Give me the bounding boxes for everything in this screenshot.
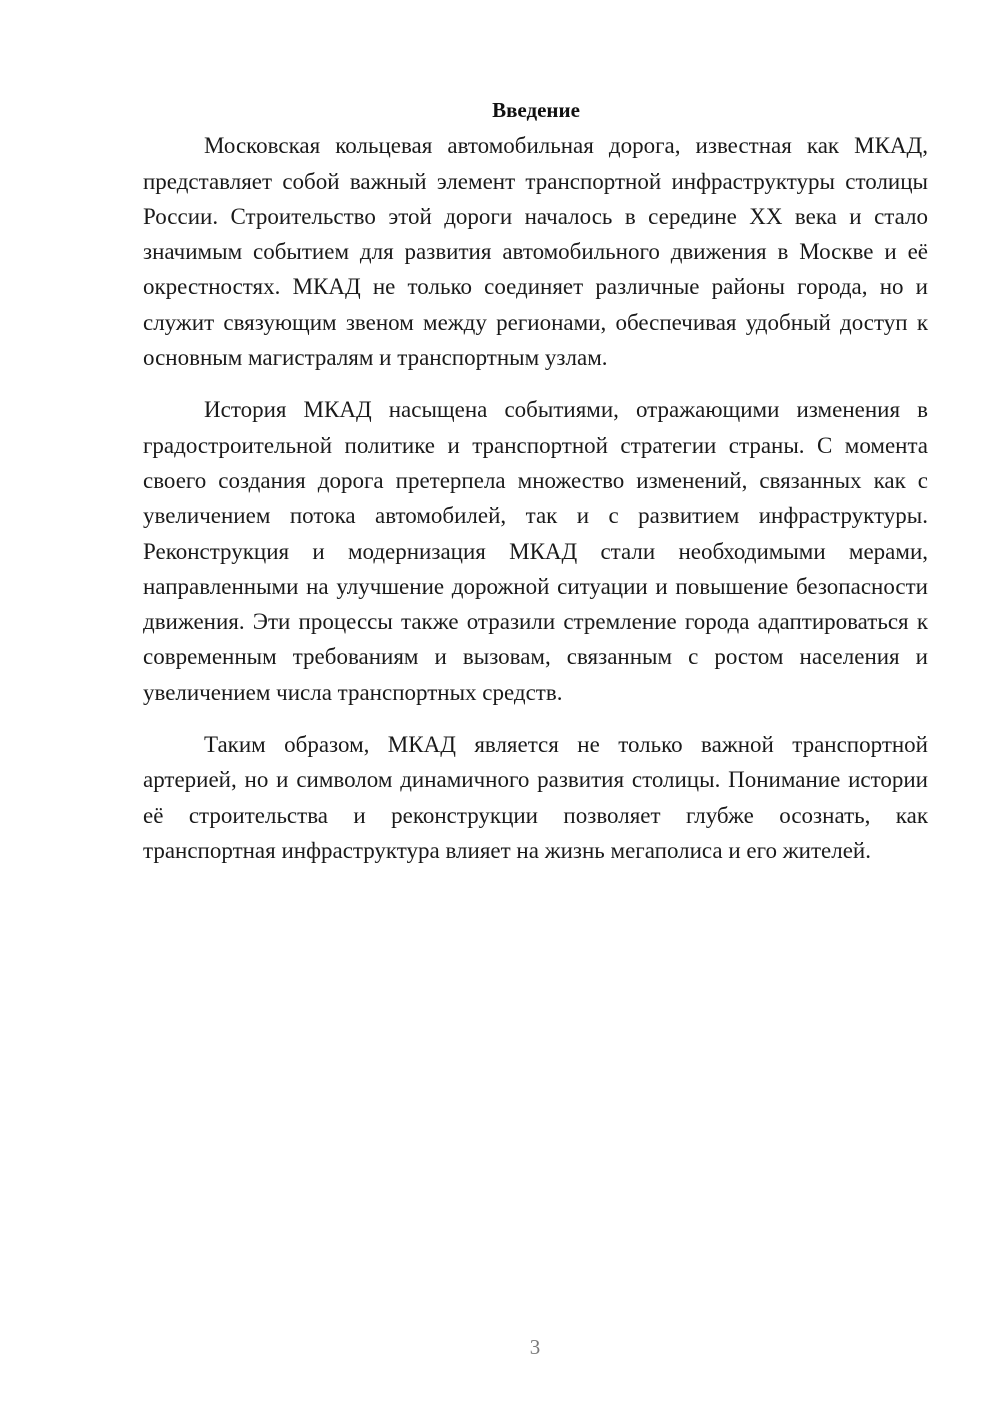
section-title: Введение bbox=[492, 98, 580, 122]
paragraph-history: История МКАД насыщена событиями, отражающими изменения в градостроительной политике и транспортной стратегии страны. С момента своего создания дорога претерпела множество изменений, связанных как с увеличением потока автомобилей, так и с развитием инфраструктуры. Реконструкция и модернизация МКАД стали необходимыми мерами, направленными на улучшение дорожной ситуации и повышение безопасности движения. Эти процессы также отразили стремление города адаптироваться к современным требованиям и вызовам, связанным с ростом населения и увеличением числа транспортных средств. bbox=[143, 397, 928, 705]
page-number: 3 bbox=[529, 1335, 541, 1359]
paragraph-introduction: Московская кольцевая автомобильная дорога, известная как МКАД, представляет собой важный элемент транспортной инфраструктуры столицы России. Строительство этой дороги началось в середине XX века и стало значимым событием для развития автомобильного движения в Москве и её окрестностях. МКАД не только соединяет различные районы города, но и служит связующим звеном между регионами, обеспечивая удобный доступ к основным магистралям и транспортным узлам. bbox=[143, 133, 928, 371]
document-body bbox=[143, 93, 928, 868]
paragraph-conclusion: Таким образом, МКАД является не только важной транспортной артерией, но и символом динамичного развития столицы. Понимание истории её строительства и реконструкции позволяет глубже осознать, как транспортная инфраструктура влияет на жизнь мегаполиса и его жителей. bbox=[143, 732, 928, 863]
